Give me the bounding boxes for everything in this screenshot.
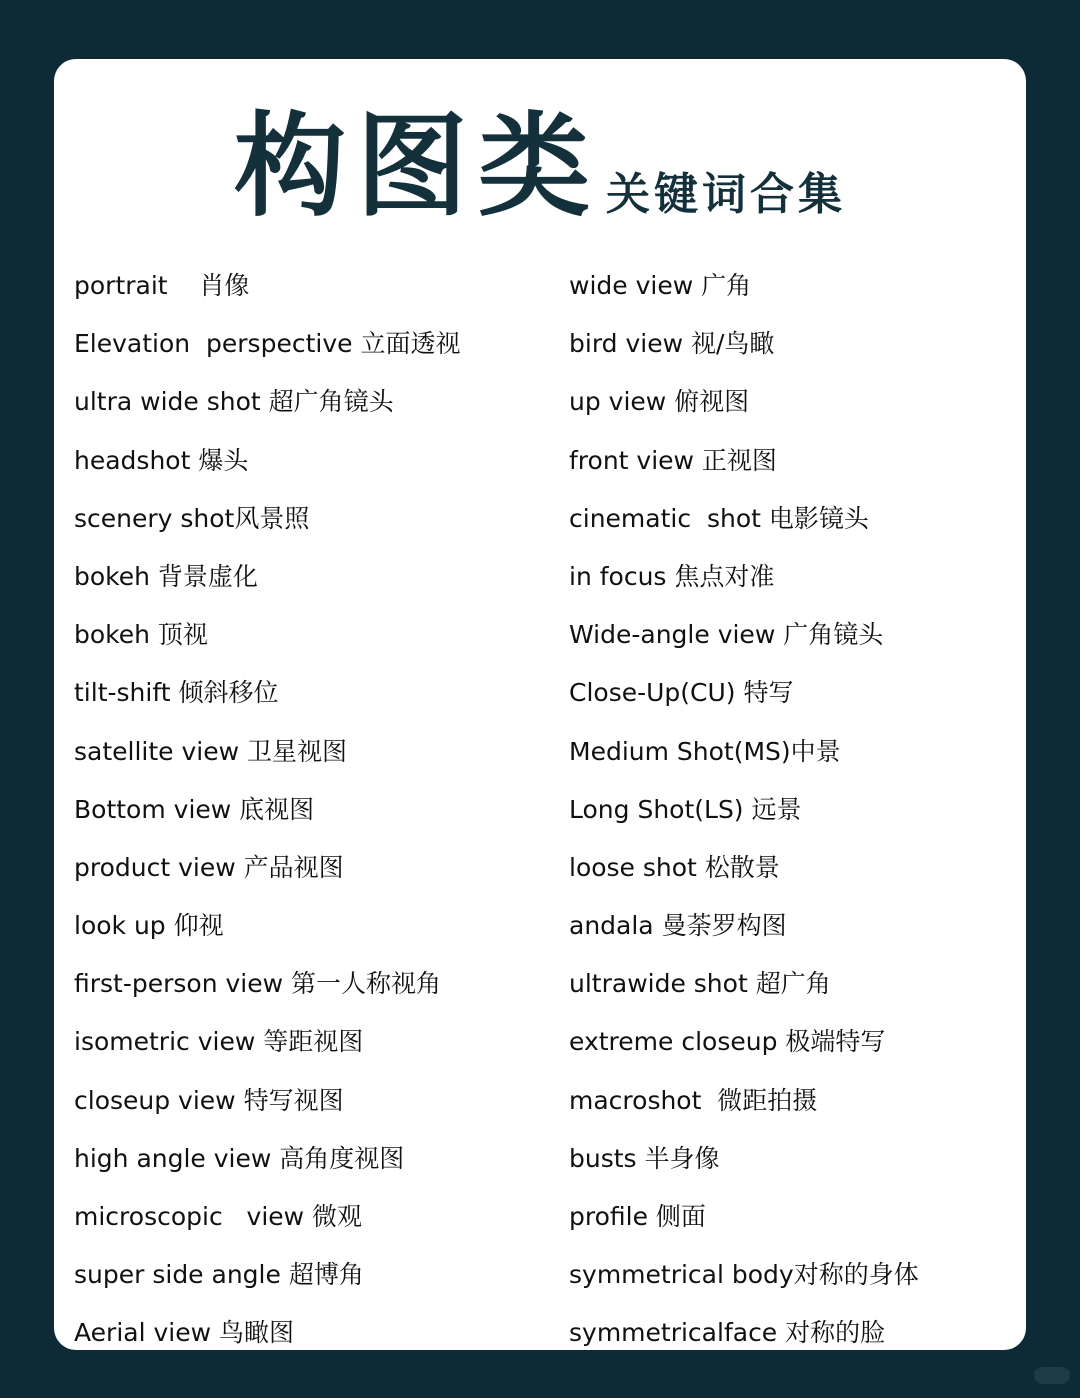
list-item: up view 俯视图 [569, 387, 750, 417]
list-item: high angle view 高角度视图 [74, 1143, 405, 1173]
list-item: in focus 焦点对准 [569, 561, 775, 591]
list-item: closeup view 特写视图 [74, 1085, 344, 1115]
list-item: super side angle 超博角 [74, 1260, 364, 1290]
list-item: Aerial view 鸟瞰图 [74, 1318, 294, 1348]
list-item: Long Shot(LS) 远景 [569, 794, 802, 824]
keyword-list-left [74, 266, 460, 1350]
keyword-card [54, 59, 1026, 1350]
list-item: ultrawide shot 超广角 [569, 969, 831, 999]
list-item: satellite view 卫星视图 [74, 736, 348, 766]
list-item: cinematic shot 电影镜头 [569, 503, 869, 533]
page-title [54, 102, 1026, 232]
list-item: microscopic view 微观 [74, 1202, 363, 1231]
list-item: first-person view 第一人称视角 [74, 969, 442, 999]
list-item: tilt-shift 倾斜移位 [74, 678, 279, 708]
list-item: Bottom view 底视图 [74, 794, 315, 824]
list-item: andala 曼荼罗构图 [569, 911, 787, 941]
list-item: Close-Up(CU) 特写 [569, 678, 794, 708]
list-item: loose shot 松散景 [569, 852, 780, 882]
list-item: bokeh 背景虚化 [74, 561, 258, 591]
list-item: scenery shot风景照 [74, 503, 310, 533]
list-item: bokeh 顶视 [74, 620, 208, 650]
list-item: Wide-angle view 广角镜头 [569, 620, 884, 650]
list-item: look up 仰视 [74, 911, 224, 941]
list-item: portrait 肖像 [74, 271, 250, 300]
title-main: 构图类 [234, 102, 600, 232]
list-item: Elevation perspective 立面透视 [74, 329, 461, 359]
list-item: symmetrical body对称的身体 [569, 1260, 919, 1290]
list-item: isometric view 等距视图 [74, 1027, 364, 1057]
list-item: profile 侧面 [569, 1202, 706, 1231]
list-item: symmetricalface 对称的脸 [569, 1318, 886, 1348]
list-item: bird view 视/鸟瞰 [569, 329, 775, 359]
list-item: macroshot 微距拍摄 [569, 1085, 818, 1115]
list-item: headshot 爆头 [74, 445, 249, 475]
list-item: product view 产品视图 [74, 852, 344, 882]
list-item: busts 半身像 [569, 1143, 720, 1173]
title-sub: 关键词合集 [606, 169, 846, 220]
keyword-list-right [569, 266, 919, 1350]
list-item: ultra wide shot 超广角镜头 [74, 387, 394, 417]
list-item: Medium Shot(MS)中景 [569, 736, 841, 766]
list-item: extreme closeup 极端特写 [569, 1027, 886, 1057]
watermark-badge [1034, 1367, 1070, 1384]
list-item: wide view 广角 [569, 271, 752, 300]
list-item: front view 正视图 [569, 445, 777, 475]
